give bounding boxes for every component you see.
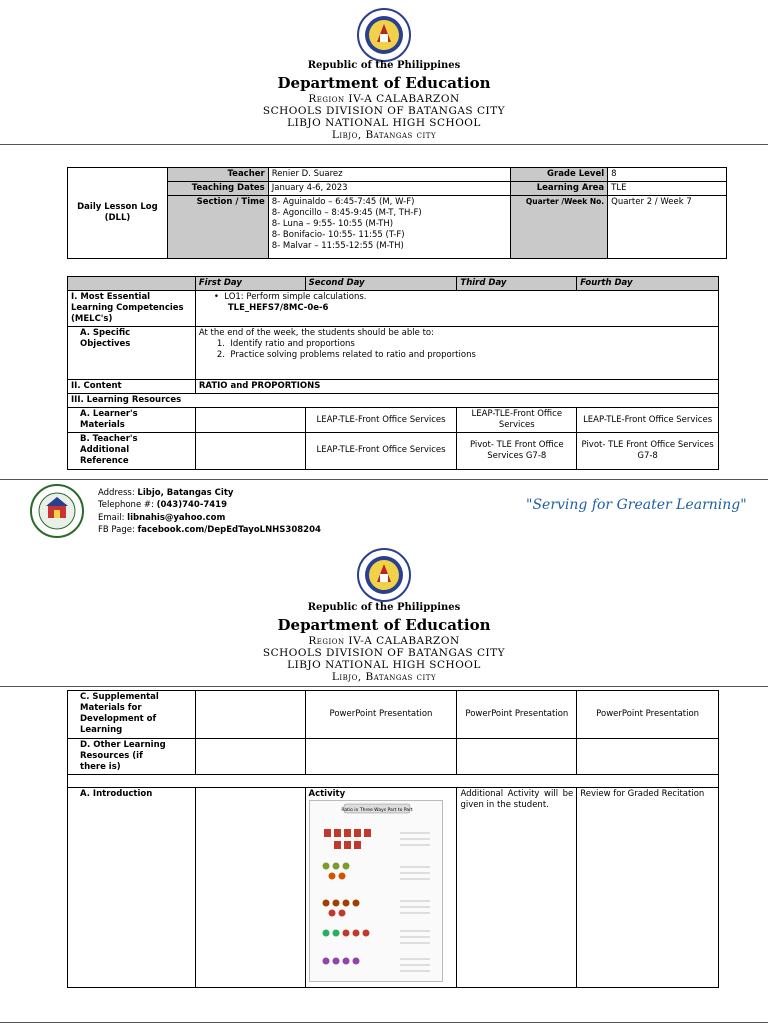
teacher-ref-cell-second: LEAP-TLE-Front Office Services xyxy=(305,433,457,469)
teacher-label: Teacher xyxy=(167,168,268,182)
header-divider xyxy=(0,144,768,145)
introduction-label: A. Introduction xyxy=(68,788,196,988)
melc-bullet: • LO1: Perform simple calculations. xyxy=(213,292,367,303)
content-label: II. Content xyxy=(68,380,196,394)
section-item: 8- Bonifacio- 10:55- 11:55 (T-F) xyxy=(271,230,405,241)
school-slogan: "Serving for Greater Learning" xyxy=(526,497,747,513)
worksheet-image-icon xyxy=(309,800,443,982)
dll-title: Daily Lesson Log (DLL) xyxy=(68,168,168,259)
deped-seal-icon xyxy=(357,8,411,62)
supp-cell-fourth: PowerPoint Presentation xyxy=(577,691,719,739)
dates-value: January 4-6, 2023 xyxy=(268,182,511,196)
footer-fb-page[interactable]: FB Page: facebook.com/DepEdTayoLNHS308204 xyxy=(98,524,321,535)
school-logo-icon xyxy=(30,484,84,538)
lesson-plan-table xyxy=(67,276,719,470)
supp-cell-second: PowerPoint Presentation xyxy=(305,691,457,739)
teacher-value: Renier D. Suarez xyxy=(268,168,511,182)
objective-item: 1. Identify ratio and proportions xyxy=(216,339,355,350)
intro-cell-fourth: Review for Graded Recitation xyxy=(577,788,719,988)
section-item: 8- Malvar – 11:55-12:55 (M-TH) xyxy=(271,241,404,252)
footer-telephone: Telephone #: (043)740-7419 xyxy=(98,500,228,511)
learner-cell-fourth: LEAP-TLE-Front Office Services xyxy=(577,408,719,433)
other-cell-first xyxy=(195,739,305,775)
activity-label: Activity xyxy=(308,789,346,800)
blank-header-cell xyxy=(68,277,196,291)
division-line: SCHOOLS DIVISION OF BATANGAS CITY xyxy=(262,647,506,659)
spacer-row xyxy=(68,775,719,788)
department-title: Department of Education xyxy=(277,616,491,634)
republic-line: Republic of the Philippines xyxy=(307,602,461,613)
teacher-ref-cell-first xyxy=(195,433,305,469)
supp-cell-third: PowerPoint Presentation xyxy=(457,691,577,739)
content-value: RATIO and PROPORTIONS xyxy=(195,380,718,394)
footer-address: Address: Libjo, Batangas City xyxy=(98,488,234,498)
region-line: Region IV-A CALABARZON xyxy=(308,93,460,105)
footer-email[interactable]: Email: libnahis@yahoo.com xyxy=(98,512,226,523)
teacher-ref-cell-third: Pivot- TLE Front Office Services G7-8 xyxy=(457,433,577,469)
other-cell-fourth xyxy=(577,739,719,775)
school-line: LIBJO NATIONAL HIGH SCHOOL xyxy=(287,659,481,671)
learner-materials-label: A. Learner's Materials xyxy=(68,408,196,433)
other-resources-label: D. Other Learning Resources (if there is) xyxy=(68,739,196,775)
learner-cell-second: LEAP-TLE-Front Office Services xyxy=(305,408,457,433)
grade-label: Grade Level xyxy=(511,168,608,182)
day-header-first: First Day xyxy=(195,277,305,291)
learner-cell-first xyxy=(195,408,305,433)
supp-cell-first xyxy=(195,691,305,739)
other-cell-third xyxy=(457,739,577,775)
footer-divider xyxy=(0,479,768,480)
deped-seal-icon xyxy=(357,548,411,602)
section-item: 8- Luna – 9:55- 10:55 (M-TH) xyxy=(271,219,394,230)
teacher-reference-label: B. Teacher's Additional Reference xyxy=(68,433,196,469)
worksheet-title: Ratio in Three Ways Part to Part xyxy=(340,808,413,814)
resources-label: III. Learning Resources xyxy=(68,394,719,408)
teacher-ref-cell-fourth: Pivot- TLE Front Office Services G7-8 xyxy=(577,433,719,469)
address-line: Libjo, Batangas city xyxy=(331,129,437,141)
school-line: LIBJO NATIONAL HIGH SCHOOL xyxy=(287,117,481,129)
department-title: Department of Education xyxy=(277,74,491,92)
section-item: 8- Aguinaldo – 6:45-7:45 (M, W-F) xyxy=(271,197,415,208)
intro-cell-third: Additional Activity will be given in the student. xyxy=(457,788,577,988)
lesson-plan-table-continued xyxy=(67,690,719,988)
objectives-label: A. Specific Objectives xyxy=(68,327,196,380)
intro-cell-first xyxy=(195,788,305,988)
melc-label: I. Most Essential Learning Competencies (MELC's) xyxy=(68,291,196,327)
republic-line: Republic of the Philippines xyxy=(307,60,461,71)
grade-value: 8 xyxy=(608,168,727,182)
day-header-third: Third Day xyxy=(457,277,577,291)
other-cell-second xyxy=(305,739,457,775)
melc-code: TLE_HEFS7/8MC-0e-6 xyxy=(227,303,329,314)
header-divider xyxy=(0,686,768,687)
intro-cell-second xyxy=(305,788,457,988)
day-header-fourth: Fourth Day xyxy=(577,277,719,291)
quarter-label: Quarter /Week No. xyxy=(511,196,608,259)
section-item: 8- Agoncillo – 8:45-9:45 (M-T, TH-F) xyxy=(271,208,422,219)
learner-cell-third: LEAP-TLE-Front Office Services xyxy=(457,408,577,433)
area-value: TLE xyxy=(608,182,727,196)
section-list xyxy=(268,196,511,259)
objectives-intro: At the end of the week, the students should be able to: xyxy=(198,328,434,339)
area-label: Learning Area xyxy=(511,182,608,196)
division-line: SCHOOLS DIVISION OF BATANGAS CITY xyxy=(262,105,506,117)
quarter-value: Quarter 2 / Week 7 xyxy=(608,196,727,259)
dll-info-table xyxy=(67,167,727,259)
supplemental-materials-label: C. Supplemental Materials for Development of Learning xyxy=(68,691,196,739)
region-line: Region IV-A CALABARZON xyxy=(308,635,460,647)
page-bottom-divider xyxy=(0,1022,768,1023)
melc-content xyxy=(195,291,718,327)
footer-contact xyxy=(98,487,321,536)
address-line: Libjo, Batangas city xyxy=(331,671,437,683)
objectives-content xyxy=(195,327,718,380)
day-header-second: Second Day xyxy=(305,277,457,291)
section-label: Section / Time xyxy=(167,196,268,259)
dates-label: Teaching Dates xyxy=(167,182,268,196)
objective-item: 2. Practice solving problems related to ratio and proportions xyxy=(216,350,476,361)
